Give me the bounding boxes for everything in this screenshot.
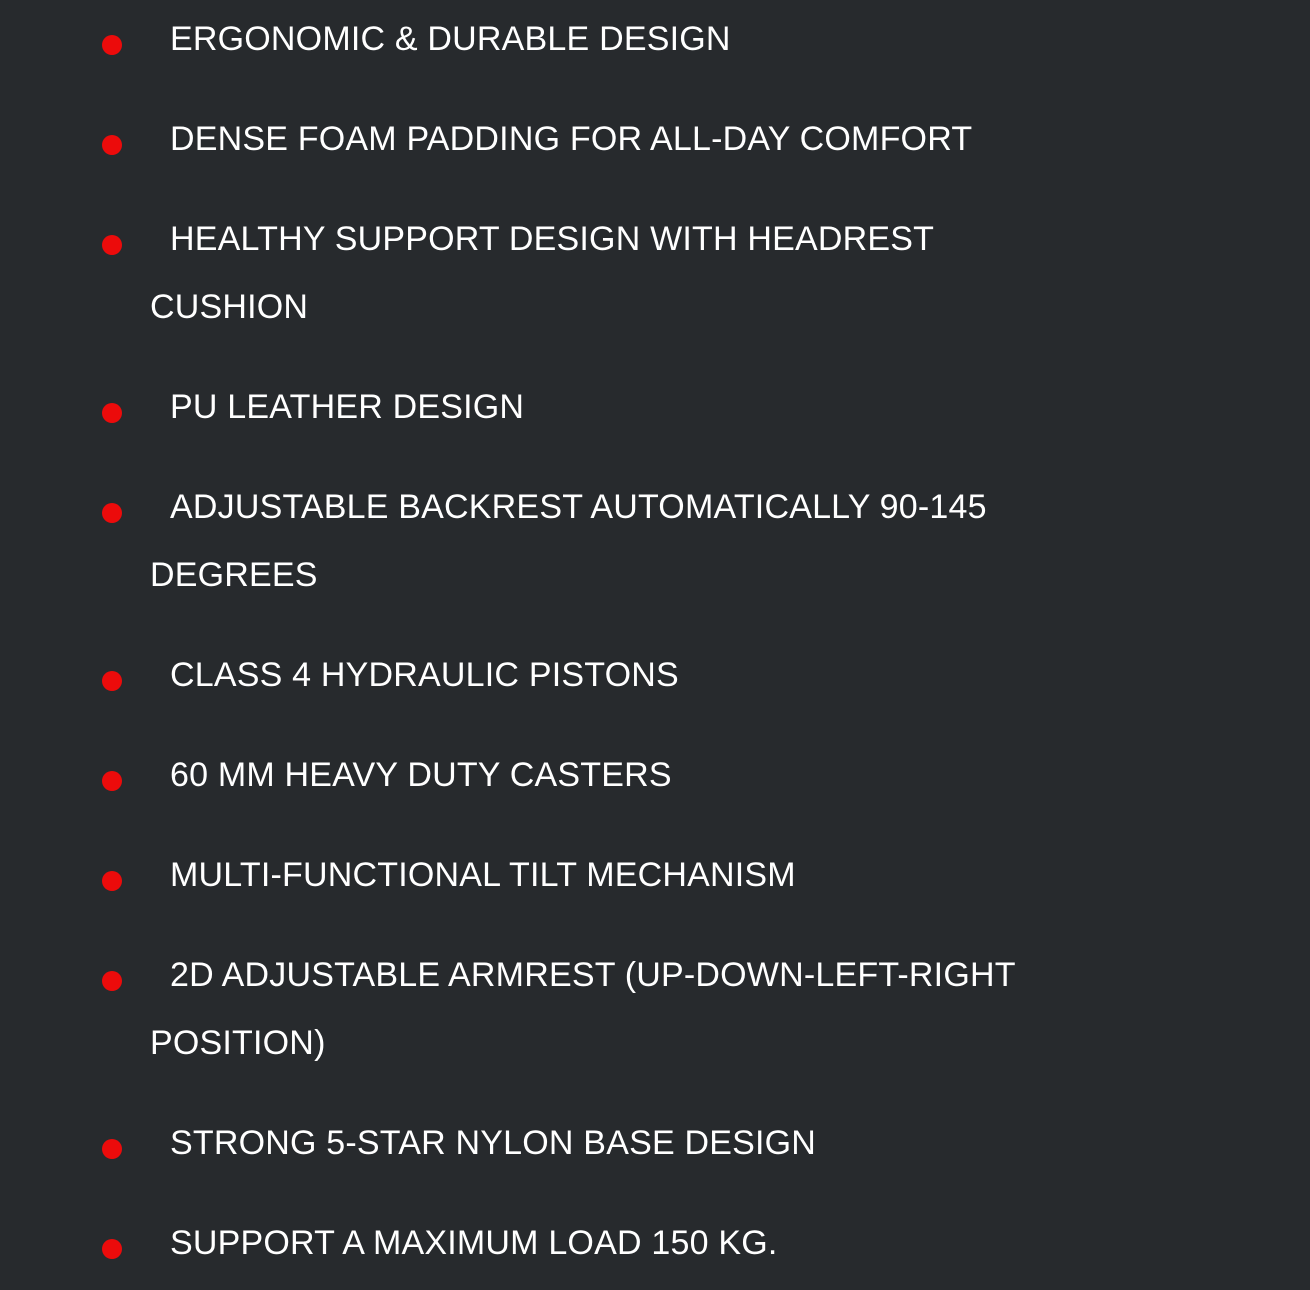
feature-item bbox=[150, 473, 1055, 609]
bullet-icon bbox=[102, 671, 122, 691]
bullet-icon bbox=[102, 971, 122, 991]
feature-text: HEALTHY SUPPORT DESIGN WITH HEADREST CUSHION bbox=[150, 220, 934, 326]
feature-text: MULTI-FUNCTIONAL TILT MECHANISM bbox=[170, 856, 796, 894]
feature-text: PU LEATHER DESIGN bbox=[170, 388, 525, 426]
bullet-icon bbox=[102, 1139, 122, 1159]
feature-item bbox=[150, 373, 1110, 441]
feature-item bbox=[150, 205, 1010, 341]
feature-text: ADJUSTABLE BACKREST AUTOMATICALLY 90-145 DEGREES bbox=[150, 488, 987, 594]
feature-text: SUPPORT A MAXIMUM LOAD 150 KG. bbox=[170, 1224, 778, 1262]
feature-text: CLASS 4 HYDRAULIC PISTONS bbox=[170, 656, 679, 694]
feature-item bbox=[150, 5, 1110, 73]
feature-item bbox=[150, 1109, 1110, 1177]
bullet-icon bbox=[102, 403, 122, 423]
bullet-icon bbox=[102, 235, 122, 255]
bullet-icon bbox=[102, 35, 122, 55]
feature-item bbox=[150, 1209, 1110, 1277]
feature-text: 60 MM HEAVY DUTY CASTERS bbox=[170, 756, 672, 794]
bullet-icon bbox=[102, 771, 122, 791]
feature-item bbox=[150, 741, 1110, 809]
bullet-icon bbox=[102, 503, 122, 523]
bullet-icon bbox=[102, 135, 122, 155]
bullet-icon bbox=[102, 871, 122, 891]
feature-item bbox=[150, 941, 1075, 1077]
feature-item bbox=[150, 841, 1110, 909]
feature-text: DENSE FOAM PADDING FOR ALL-DAY COMFORT bbox=[170, 120, 973, 158]
feature-text: STRONG 5-STAR NYLON BASE DESIGN bbox=[170, 1124, 817, 1162]
feature-text: ERGONOMIC & DURABLE DESIGN bbox=[170, 20, 731, 58]
feature-item bbox=[150, 105, 1110, 173]
bullet-icon bbox=[102, 1239, 122, 1259]
feature-item bbox=[150, 641, 1110, 709]
feature-text: 2D ADJUSTABLE ARMREST (UP-DOWN-LEFT-RIGHT POSITION) bbox=[150, 956, 1016, 1062]
